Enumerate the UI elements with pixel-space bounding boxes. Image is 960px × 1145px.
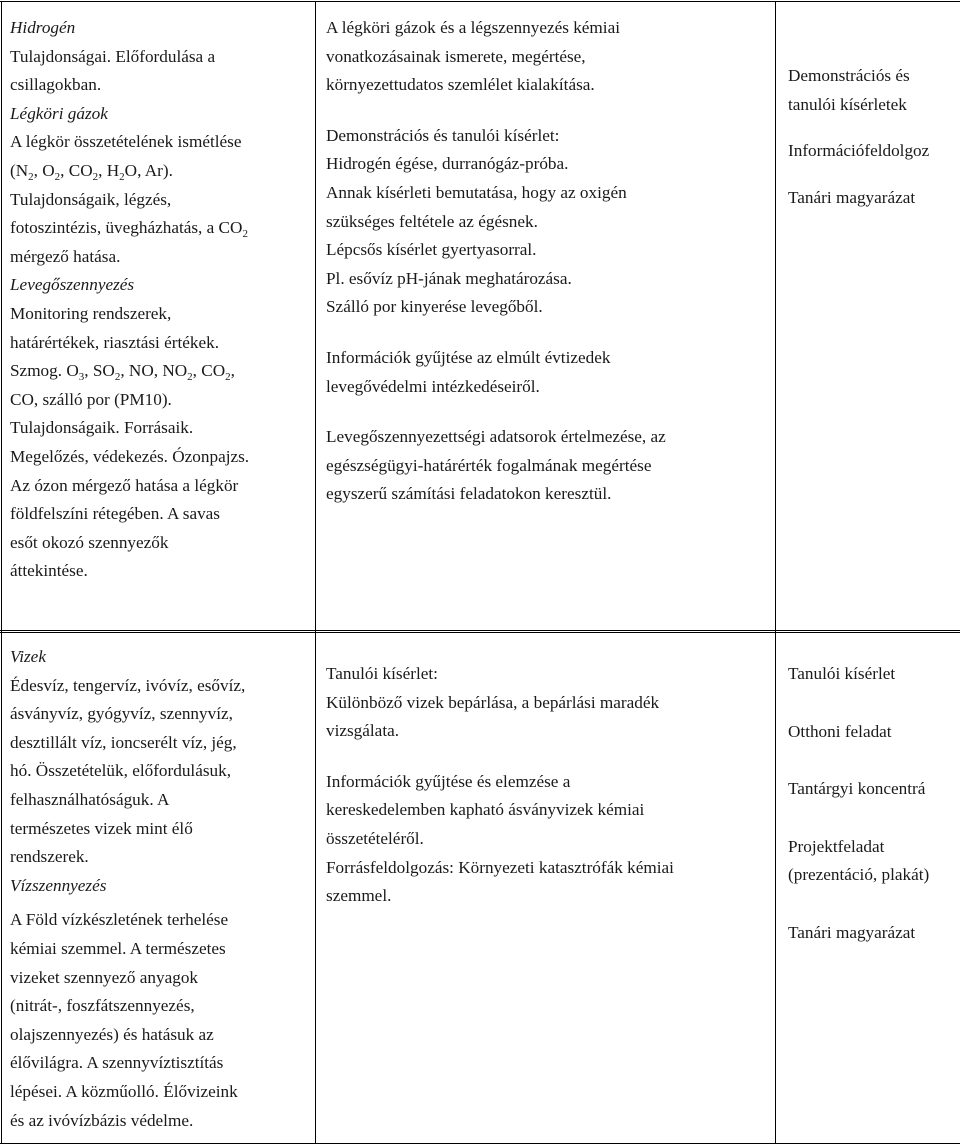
water-pollution-heading: Vízszennyezés: [10, 875, 107, 895]
water-pollution-text: (nitrát-, foszfátszennyezés,: [10, 996, 195, 1016]
water-pollution-text: A Föld vízkészletének terhelése: [10, 910, 229, 930]
information-text: Információk gyűjtése az elmúlt évtizedek: [326, 347, 611, 367]
air-pollution-text: földfelszíni rétegében. A savas: [10, 504, 220, 524]
row2-methods-cell: [788, 660, 960, 948]
experiment-text: Pl. esővíz pH-jának meghatározása.: [326, 268, 572, 288]
experiment-text: Demonstrációs és tanulói kísérlet:: [326, 125, 560, 145]
hydrogen-heading: Hidrogén: [10, 18, 76, 37]
experiment-text: Lépcsős kísérlet gyertyasorral.: [326, 240, 537, 260]
data-analysis-text: egyszerű számítási feladatokon keresztül.: [326, 484, 612, 504]
method-homework: Otthoni feladat: [788, 721, 892, 741]
water-pollution-text: olajszennyezés) és hatásuk az: [10, 1024, 214, 1044]
atmospheric-gases-formula: ($N_2$, $O_2$, $CO_2$, $H_2O$, Ar).: [10, 160, 173, 183]
row1-topics-cell: [10, 14, 312, 586]
air-pollution-text: Megelőzés, védekezés. Ózonpajzs.: [10, 446, 250, 466]
waters-text: természetes vizek mint élő: [10, 818, 193, 838]
data-analysis-text: egészségügyi-határérték fogalmának megértése: [326, 455, 652, 475]
method-demo-experiments: tanulói kísérletek: [788, 94, 907, 114]
goal-text: A légköri gázok és a légszennyezés kémiai: [326, 18, 620, 37]
row1-bottom-border: [0, 630, 960, 631]
data-analysis-text: Levegőszennyezettségi adatsorok értelmezése, az: [326, 427, 666, 447]
row2-bottom-border: [0, 1143, 960, 1144]
waters-text: hó. Összetételük, előfordulásuk,: [10, 761, 231, 781]
experiment-text: Hidrogén égése, durranógáz-próba.: [326, 154, 569, 174]
experiment-text: Tanulói kísérlet:: [326, 664, 438, 683]
air-pollution-text: Az ózon mérgező hatása a légkör: [10, 475, 239, 495]
water-pollution-text: vizeket szennyező anyagok: [10, 967, 199, 987]
experiment-text: Annak kísérleti bemutatása, hogy az oxigén: [326, 182, 627, 202]
table-left-border: [1, 1, 2, 1144]
method-subject-concentration: Tantárgyi koncentrá: [788, 779, 926, 799]
air-pollution-text: CO, szálló por (PM10).: [10, 389, 172, 409]
water-pollution-text: lépései. A közműolló. Élővizeink: [10, 1081, 238, 1101]
waters-text: rendszerek.: [10, 847, 89, 867]
method-demo-experiments: Demonstrációs és: [788, 66, 910, 85]
atmospheric-gases-text: A légkör összetételének ismétlése: [10, 132, 242, 152]
air-pollution-formula: Szmog. $O_3$, $SO_2$, NO, $NO_2$, $CO_2$,: [10, 361, 235, 384]
method-teacher-explanation: Tanári magyarázat: [788, 187, 916, 207]
air-pollution-text: esőt okozó szennyezők: [10, 532, 169, 552]
atmospheric-gases-text: fotoszintézis, üvegházhatás, a $CO_2$: [10, 218, 248, 241]
hydrogen-text: Tulajdonságai. Előfordulása a: [10, 46, 216, 66]
atmospheric-gases-text: mérgező hatása.: [10, 246, 121, 266]
experiment-text: Különböző vizek bepárlása, a bepárlási maradék: [326, 692, 660, 712]
experiment-text: vizsgálata.: [326, 721, 400, 741]
hydrogen-text: csillagokban.: [10, 75, 102, 95]
air-pollution-text: áttekintése.: [10, 561, 88, 581]
waters-text: felhasználhatóságuk. A: [10, 789, 170, 809]
air-pollution-text: Tulajdonságaik. Forrásaik.: [10, 418, 194, 438]
waters-text: Édesvíz, tengervíz, ivóvíz, esővíz,: [10, 675, 246, 695]
row1-activities-cell: [326, 14, 772, 509]
method-project-task: Projektfeladat: [788, 836, 885, 856]
waters-text: ásványvíz, gyógyvíz, szennyvíz,: [10, 704, 233, 724]
information-text: levegővédelmi intézkedéseiről.: [326, 376, 540, 396]
waters-text: desztillált víz, ioncserélt víz, jég,: [10, 732, 237, 752]
water-pollution-text: és az ivóvízbázis védelme.: [10, 1110, 194, 1130]
information-text: kereskedelemben kapható ásványvizek kémiai: [326, 800, 645, 820]
information-text: összetételéről.: [326, 828, 424, 848]
source-processing-text: Forrásfeldolgozás: Környezeti katasztrófák kémiai: [326, 857, 674, 877]
air-pollution-heading: Levegőszennyezés: [10, 275, 135, 295]
row1-top-border: [0, 1, 960, 2]
air-pollution-text: Monitoring rendszerek,: [10, 303, 172, 323]
method-student-experiment: Tanulói kísérlet: [788, 664, 896, 683]
source-processing-text: szemmel.: [326, 886, 392, 906]
air-pollution-text: határértékek, riasztási értékek.: [10, 332, 219, 352]
water-pollution-text: kémiai szemmel. A természetes: [10, 938, 226, 958]
water-pollution-text: élővilágra. A szennyvíztisztítás: [10, 1053, 224, 1073]
row1-methods-cell: [788, 62, 960, 212]
row2-topics-cell: [10, 643, 312, 1135]
atmospheric-gases-heading: Légköri gázok: [10, 103, 108, 123]
waters-heading: Vizek: [10, 647, 46, 666]
row2-top-border: [0, 632, 960, 633]
col-divider-1: [315, 1, 316, 1144]
atmospheric-gases-text: Tulajdonságaik, légzés,: [10, 189, 172, 209]
method-project-task: (prezentáció, plakát): [788, 865, 930, 885]
col-divider-2: [775, 1, 776, 1144]
method-teacher-explanation: Tanári magyarázat: [788, 922, 916, 942]
information-text: Információk gyűjtése és elemzése a: [326, 771, 571, 791]
row2-activities-cell: [326, 660, 772, 911]
method-information-processing: Információfeldolgoz: [788, 141, 930, 161]
experiment-text: szükséges feltétele az égésnek.: [326, 211, 538, 231]
goal-text: környezettudatos szemlélet kialakítása.: [326, 75, 595, 95]
experiment-text: Szálló por kinyerése levegőből.: [326, 297, 543, 317]
goal-text: vonatkozásainak ismerete, megértése,: [326, 46, 586, 66]
